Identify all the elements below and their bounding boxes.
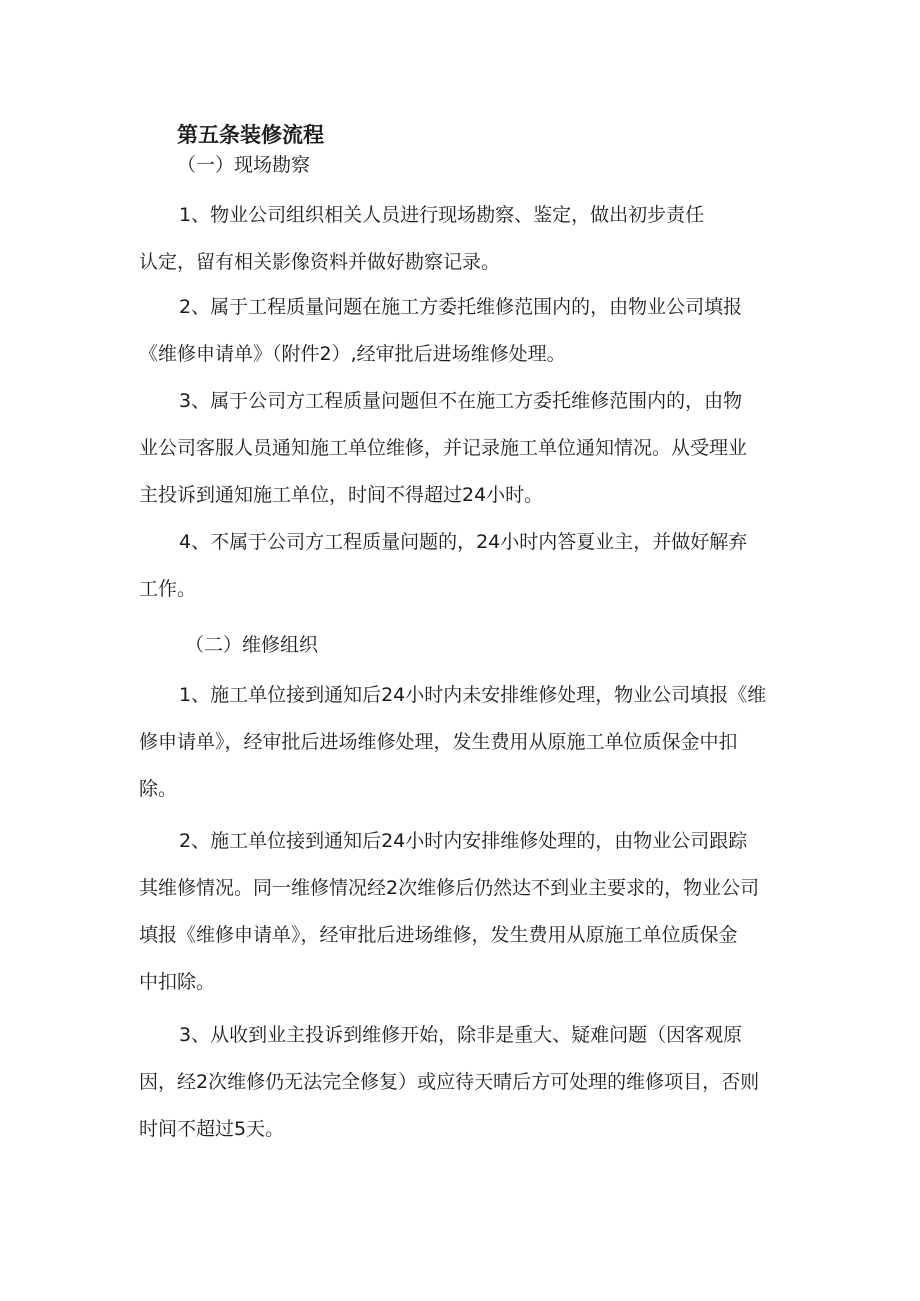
article-title: 第五条装修流程	[177, 123, 324, 147]
paragraph-line: 因，经2次维修仍无法完全修复）或应待天晴后方可处理的维修项目，否则	[139, 1071, 760, 1093]
paragraph-line: 业公司客服人员通知施工单位维修，并记录施工单位通知情况。从受理业	[139, 437, 748, 459]
paragraph-line: 填报《维修申请单》，经审批后进场维修，发生费用从原施工单位质保金	[139, 924, 738, 946]
section-heading-repair-organization: （二）维修组织	[185, 634, 319, 656]
paragraph-line: 时间不超过5天。	[139, 1118, 285, 1140]
paragraph-line: 2、施工单位接到通知后24小时内安排维修处理的，由物业公司跟踪	[179, 830, 748, 852]
paragraph-line: 修申请单》，经审批后进场维修处理，发生费用从原施工单位质保金中扣	[139, 731, 738, 753]
paragraph	[139, 386, 789, 527]
paragraph-line: 1、物业公司组织相关人员进行现场勘察、鉴定，做出初步责任	[179, 204, 705, 226]
paragraph-line: 《维修申请单》（附件2）,经审批后进场维修处理。	[139, 343, 566, 365]
paragraph-line: 认定，留有相关影像资料并做好勘察记录。	[139, 251, 501, 273]
paragraph	[139, 200, 789, 294]
paragraph-line: 2、属于工程质量问题在施工方委托维修范围内的，由物业公司填报	[179, 296, 743, 318]
paragraph-line: 中扣除。	[139, 971, 216, 993]
paragraph-line: 1、施工单位接到通知后24小时内未安排维修处理，物业公司填报《维	[179, 684, 767, 706]
section-heading-site-survey: （一）现场勘察	[177, 154, 311, 176]
paragraph	[139, 1020, 789, 1161]
paragraph-line: 其维修情况。同一维修情况经2次维修后仍然达不到业主要求的，物业公司	[139, 877, 760, 899]
paragraph-line: 3、从收到业主投诉到维修开始，除非是重大、疑难问题（因客观原	[179, 1024, 743, 1046]
paragraph-line: 3、属于公司方工程质量问题但不在施工方委托维修范围内的，由物	[179, 390, 743, 412]
paragraph	[139, 680, 789, 821]
paragraph	[139, 292, 789, 386]
paragraph	[139, 826, 789, 1014]
paragraph-line: 4、不属于公司方工程质量问题的，24小时内答夏业主，并做好解弃	[179, 531, 748, 553]
paragraph	[139, 527, 789, 621]
paragraph-line: 除。	[139, 778, 178, 800]
paragraph-line: 主投诉到通知施工单位，时间不得超过24小时。	[139, 484, 544, 506]
paragraph-line: 工作。	[139, 578, 197, 600]
